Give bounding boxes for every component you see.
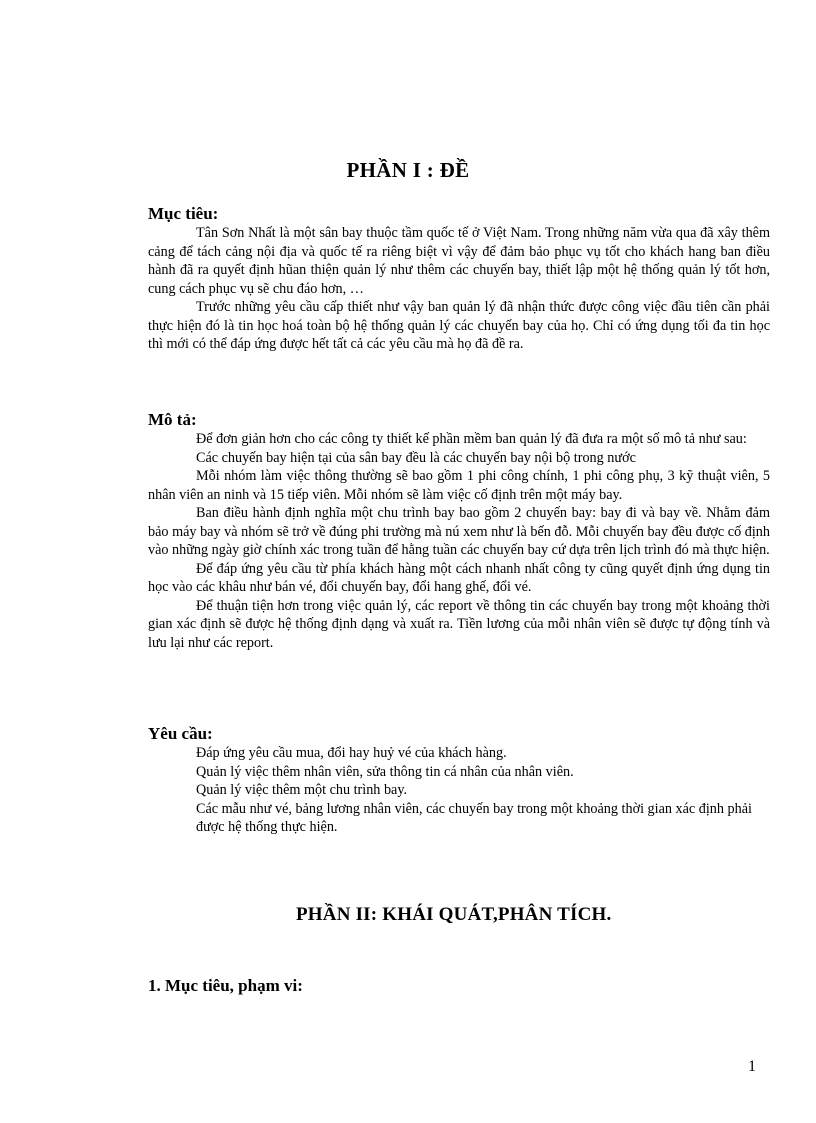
muc-tieu-body — [148, 224, 770, 354]
mo-ta-paragraph-3: Mỗi nhóm làm việc thông thường sẽ bao gồm 1 phi công chính, 1 phi công phụ, 3 kỹ thuật viên, 5 nhân viên an ninh và 15 tiếp viên. Mỗi nhóm sẽ làm việc cố định trên một máy bay. — [148, 468, 770, 503]
part2-title: PHẦN II: KHÁI QUÁT,PHÂN TÍCH. — [296, 904, 612, 925]
muc-tieu-paragraph-1: Tân Sơn Nhất là một sân bay thuộc tầm quốc tế ở Việt Nam. Trong những năm vừa qua đã xây thêm cảng để tách cảng nội địa và quốc tế ra riêng biệt vì vậy để đảm bảo phục vụ tốt cho khách hang ban điều hành đã ra quyết định hũan thiện quản lý như thêm các chuyến bay, thiết lập một hệ thống quản lý tốt hơn, cung cách phục vụ sẽ chu đáo hơn, … — [148, 225, 770, 297]
mo-ta-paragraph-4: Ban điều hành định nghĩa một chu trình bay bao gồm 2 chuyến bay: bay đi và bay về. Nhằm đảm bảo máy bay và nhóm sẽ trở về đúng phi trường mà nú xem như là bến đỗ. Mỗi chuyến bay đều được cố định vào những ngày giờ chính xác trong tuần để hằng tuần các chuyến bay cứ dựa trên lịch trình đó mà thực hiện. — [148, 505, 770, 558]
mo-ta-paragraph-1: Để đơn giản hơn cho các công ty thiết kế phần mềm ban quản lý đã đưa ra một số mô tả như sau: — [196, 431, 747, 447]
mo-ta-paragraph-6: Để thuận tiện hơn trong việc quản lý, các report về thông tin các chuyến bay trong một khoảng thời gian xác định sẽ được hệ thống định dạng và xuất ra. Tiền lương của mỗi nhân viên sẽ được tự động tính và lưu lại như các report. — [148, 597, 770, 651]
muc-tieu-heading: Mục tiêu: — [148, 204, 219, 223]
yeu-cau-heading: Yêu cầu: — [148, 724, 213, 743]
muc-tieu-paragraph-2: Trước những yêu cầu cấp thiết như vậy ban quản lý đã nhận thức được công việc đầu tiên cần phải thực hiện đó là tin học hoá toàn bộ hệ thống quản lý các chuyến bay của họ. Chỉ có ứng dụng tối đa tin học thì mới có thể đáp ứng được hết tất cả các yêu cầu mà họ đã đề ra. — [148, 299, 770, 352]
mo-ta-body — [148, 430, 770, 652]
mo-ta-paragraph-2: Các chuyến bay hiện tại của sân bay đều là các chuyến bay nội bộ trong nước — [196, 449, 636, 466]
list-item: Quản lý việc thêm một chu trình bay. — [196, 782, 408, 798]
yeu-cau-list — [196, 744, 756, 837]
list-item: Các mẫu như vé, bảng lương nhân viên, các chuyến bay trong một khoảng thời gian xác định phải được hệ thống thực hiện. — [196, 800, 752, 835]
list-item: Quản lý việc thêm nhân viên, sửa thông tin cá nhân của nhân viên. — [196, 763, 574, 780]
section-1-heading: 1. Mục tiêu, phạm vi: — [148, 976, 303, 995]
part1-title: PHẦN I : ĐỀ — [346, 158, 470, 182]
mo-ta-paragraph-5: Để đáp ứng yêu cầu từ phía khách hàng một cách nhanh nhất công ty cũng quyết định ứng dụng tin học vào các khâu như bán vé, đổi chuyến bay, đổi hang ghế, đổi vé. — [148, 560, 770, 595]
mo-ta-heading: Mô tả: — [148, 410, 197, 429]
list-item: Đáp ứng yêu cầu mua, đổi hay huỷ vé của khách hàng. — [196, 745, 507, 761]
page-number: 1 — [748, 1058, 756, 1075]
